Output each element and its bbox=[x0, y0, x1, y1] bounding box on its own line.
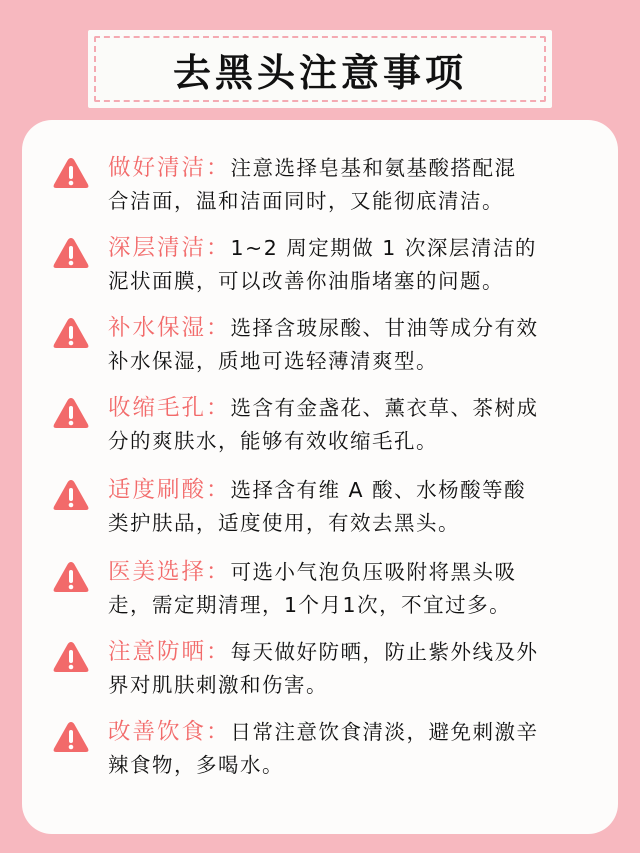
tip-heading: 改善饮食： bbox=[108, 719, 231, 745]
warning-triangle-icon bbox=[52, 478, 90, 512]
tip-text bbox=[108, 636, 608, 702]
tip-line-1: 可选小气泡负压吸附将黑头吸 bbox=[230, 560, 517, 584]
page-title: 去黑头注意事项 bbox=[172, 50, 467, 95]
tip-line-2: 合洁面，温和洁面同时，又能彻底清洁。 bbox=[108, 189, 504, 213]
tip-line-1: 注意选择皂基和氨基酸搭配混 bbox=[230, 156, 517, 180]
tips-panel bbox=[22, 120, 618, 834]
tip-text bbox=[108, 232, 608, 298]
tip-line-1: 每天做好防晒，防止紫外线及外 bbox=[230, 640, 539, 664]
tip-heading: 深层清洁： bbox=[108, 235, 231, 261]
tip-heading: 补水保湿： bbox=[108, 315, 231, 341]
warning-triangle-icon bbox=[52, 640, 90, 674]
tip-text bbox=[108, 556, 608, 622]
tip-line-2: 补水保湿，质地可选轻薄清爽型。 bbox=[108, 349, 438, 373]
warning-triangle-icon bbox=[52, 236, 90, 270]
warning-triangle-icon bbox=[52, 156, 90, 190]
tip-line-2: 分的爽肤水，能够有效收缩毛孔。 bbox=[108, 429, 438, 453]
tip-line-2: 辣食物，多喝水。 bbox=[108, 753, 284, 777]
tip-text bbox=[108, 312, 608, 378]
warning-triangle-icon bbox=[52, 396, 90, 430]
tip-heading: 注意防晒： bbox=[108, 639, 231, 665]
tip-text bbox=[108, 392, 608, 458]
tip-line-1: 选择含有维 A 酸、水杨酸等酸 bbox=[230, 478, 527, 502]
tip-text bbox=[108, 152, 608, 218]
tip-line-2: 类护肤品，适度使用，有效去黑头。 bbox=[108, 511, 460, 535]
title-card bbox=[88, 30, 552, 108]
tip-heading: 做好清洁： bbox=[108, 155, 231, 181]
tip-line-2: 走，需定期清理，1个月1次，不宜过多。 bbox=[108, 593, 512, 617]
warning-triangle-icon bbox=[52, 720, 90, 754]
tip-heading: 收缩毛孔： bbox=[108, 395, 231, 421]
warning-triangle-icon bbox=[52, 560, 90, 594]
tip-heading: 医美选择： bbox=[108, 559, 231, 585]
tip-line-1: 日常注意饮食清淡，避免刺激辛 bbox=[230, 720, 539, 744]
tip-line-2: 泥状面膜，可以改善你油脂堵塞的问题。 bbox=[108, 269, 504, 293]
tip-line-1: 选含有金盏花、薰衣草、茶树成 bbox=[230, 396, 539, 420]
tip-line-1: 选择含玻尿酸、甘油等成分有效 bbox=[230, 316, 539, 340]
warning-triangle-icon bbox=[52, 316, 90, 350]
tip-heading: 适度刷酸： bbox=[108, 477, 231, 503]
tip-line-2: 界对肌肤刺激和伤害。 bbox=[108, 673, 328, 697]
tip-line-1: 1~2 周定期做 1 次深层清洁的 bbox=[230, 236, 537, 260]
tip-text bbox=[108, 474, 608, 540]
tip-text bbox=[108, 716, 608, 782]
